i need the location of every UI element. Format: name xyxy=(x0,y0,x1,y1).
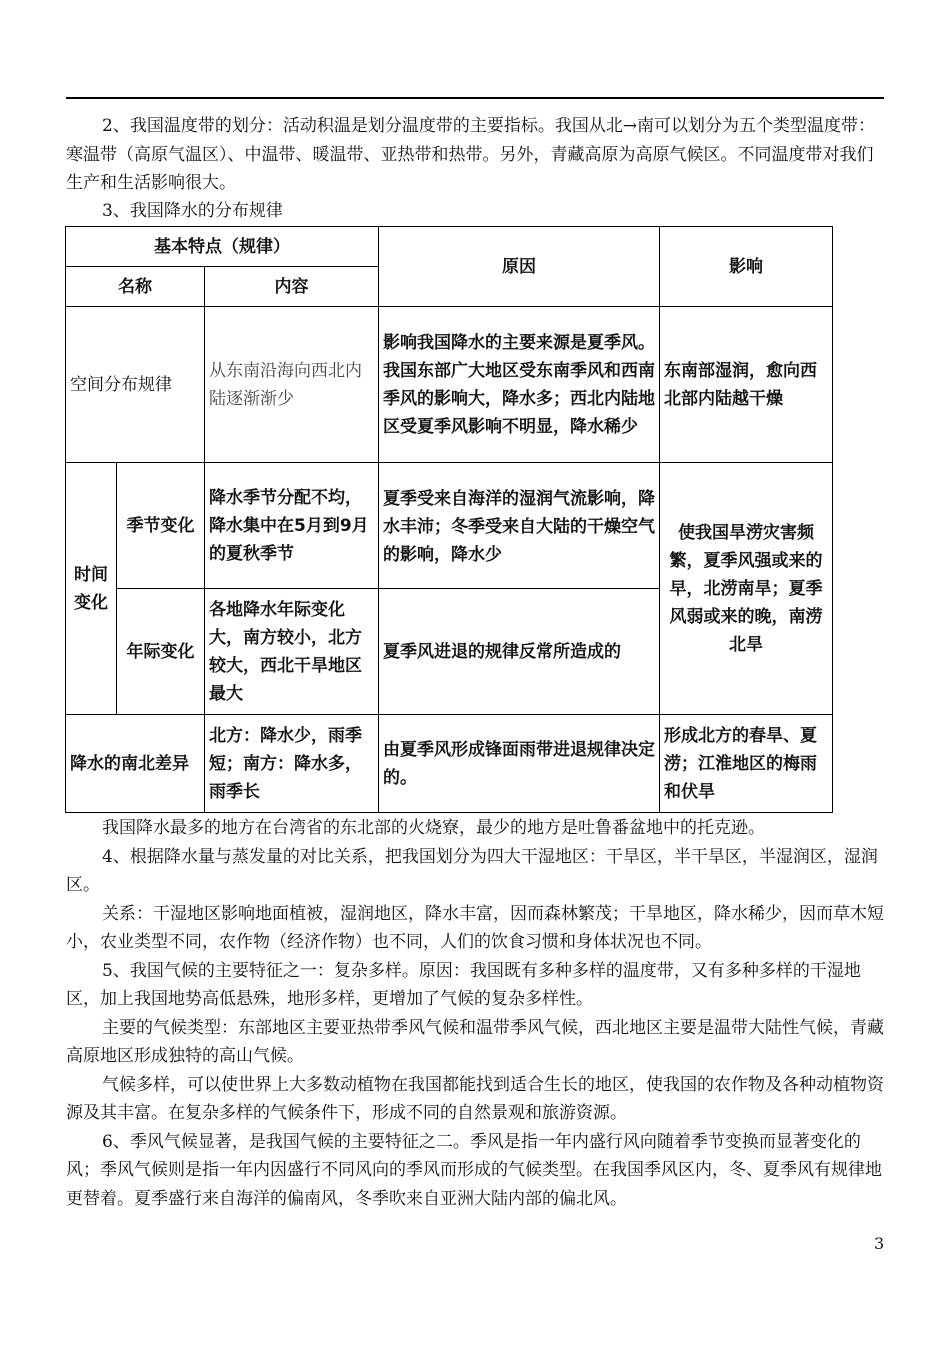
row-ns-name: 降水的南北差异 xyxy=(66,715,205,813)
row-space-impact: 东南部湿润，愈向西北部内陆越干燥 xyxy=(660,307,833,463)
paragraph-temperature-zones: 2、我国温度带的划分：活动积温是划分温度带的主要指标。我国从北→南可以划分为五个类型温度带：寒温带（高原气温区）、中温带、暖温带、亚热带和热带。另外，青藏高原为高原气候区。不同温度带对我们生产和生活影响很大。 xyxy=(66,116,876,193)
header-rule xyxy=(66,97,884,99)
row-space-content: 从东南沿海向西北内陆逐渐渐少 xyxy=(205,307,379,463)
paragraph-climate-complex: 5、我国气候的主要特征之一：复杂多样。原因：我国既有多种多样的温度带，又有多种多样的干湿地区，加上我国地势高低悬殊，地形多样，更增加了气候的复杂多样性。 xyxy=(66,960,861,1009)
header-impact: 影响 xyxy=(660,227,833,307)
header-basic: 基本特点（规律） xyxy=(66,227,379,267)
row-space-reason: 影响我国降水的主要来源是夏季风。我国东部广大地区受东南季风和西南季风的影响大，降水多；西北内陆地区受夏季风影响不明显，降水稀少 xyxy=(379,307,660,463)
paragraph-monsoon: 6、季风气候显著，是我国气候的主要特征之二。季风是指一年内盛行风向随着季节变换而显著变化的风；季风气候则是指一年内因盛行不同风向的季风而形成的气候类型。在我国季风区内，冬、夏季风有规律地更替着。夏季盛行来自海洋的偏南风，冬季吹来自亚洲大陆内部的偏北风。 xyxy=(66,1131,882,1209)
paragraph-climate-diverse: 气候多样，可以使世界上大多数动植物在我国都能找到适合生长的地区，使我国的农作物及各种动植物资源及其丰富。在复杂多样的气候条件下，形成不同的自然景观和旅游资源。 xyxy=(66,1074,884,1123)
row-year-content: 各地降水年际变化大，南方较小，北方较大，西北干旱地区最大 xyxy=(205,589,379,715)
row-ns-impact: 形成北方的春旱、夏涝；江淮地区的梅雨和伏旱 xyxy=(660,715,833,813)
time-change-impact: 使我国旱涝灾害频繁，夏季风强或来的早，北涝南旱；夏季风弱或来的晚，南涝北旱 xyxy=(660,463,833,715)
row-season-reason: 夏季受来自海洋的湿润气流影响，降水丰沛；冬季受来自大陆的干燥空气的影响，降水少 xyxy=(379,463,660,589)
row-space-name: 空间分布规律 xyxy=(66,307,205,463)
time-change-label: 时间变化 xyxy=(66,463,117,715)
body-section xyxy=(66,814,886,1213)
header-reason: 原因 xyxy=(379,227,660,307)
header-content: 内容 xyxy=(205,267,379,307)
header-name: 名称 xyxy=(66,267,205,307)
subheading-precipitation: 3、我国降水的分布规律 xyxy=(102,201,283,221)
row-year-reason: 夏季风进退的规律反常所造成的 xyxy=(379,589,660,715)
row-ns-content: 北方：降水少，雨季短；南方：降水多，雨季长 xyxy=(205,715,379,813)
paragraph-dry-wet-regions: 4、根据降水量与蒸发量的对比关系，把我国划分为四大干湿地区：干旱区，半干旱区，半湿润区，湿润区。 xyxy=(66,846,878,895)
row-year-name: 年际变化 xyxy=(117,589,205,715)
paragraph-climate-types: 主要的气候类型：东部地区主要亚热带季风气候和温带季风气候，西北地区主要是温带大陆性气候，青藏高原地区形成独特的高山气候。 xyxy=(66,1017,884,1066)
row-season-content: 降水季节分配不均，降水集中在5月到9月的夏秋季节 xyxy=(205,463,379,589)
page-number: 3 xyxy=(874,1234,885,1253)
intro-section xyxy=(66,112,886,198)
row-ns-reason: 由夏季风形成锋面雨带进退规律决定的。 xyxy=(379,715,660,813)
row-season-name: 季节变化 xyxy=(117,463,205,589)
precipitation-table xyxy=(65,226,833,813)
paragraph-relation: 关系：干湿地区影响地面植被，湿润地区，降水丰富，因而森林繁茂；干旱地区，降水稀少，因而草木短小，农业类型不同，农作物（经济作物）也不同，人们的饮食习惯和身体状况也不同。 xyxy=(66,903,884,952)
paragraph-extremes: 我国降水最多的地方在台湾省的东北部的火烧寮，最少的地方是吐鲁番盆地中的托克逊。 xyxy=(102,818,765,838)
